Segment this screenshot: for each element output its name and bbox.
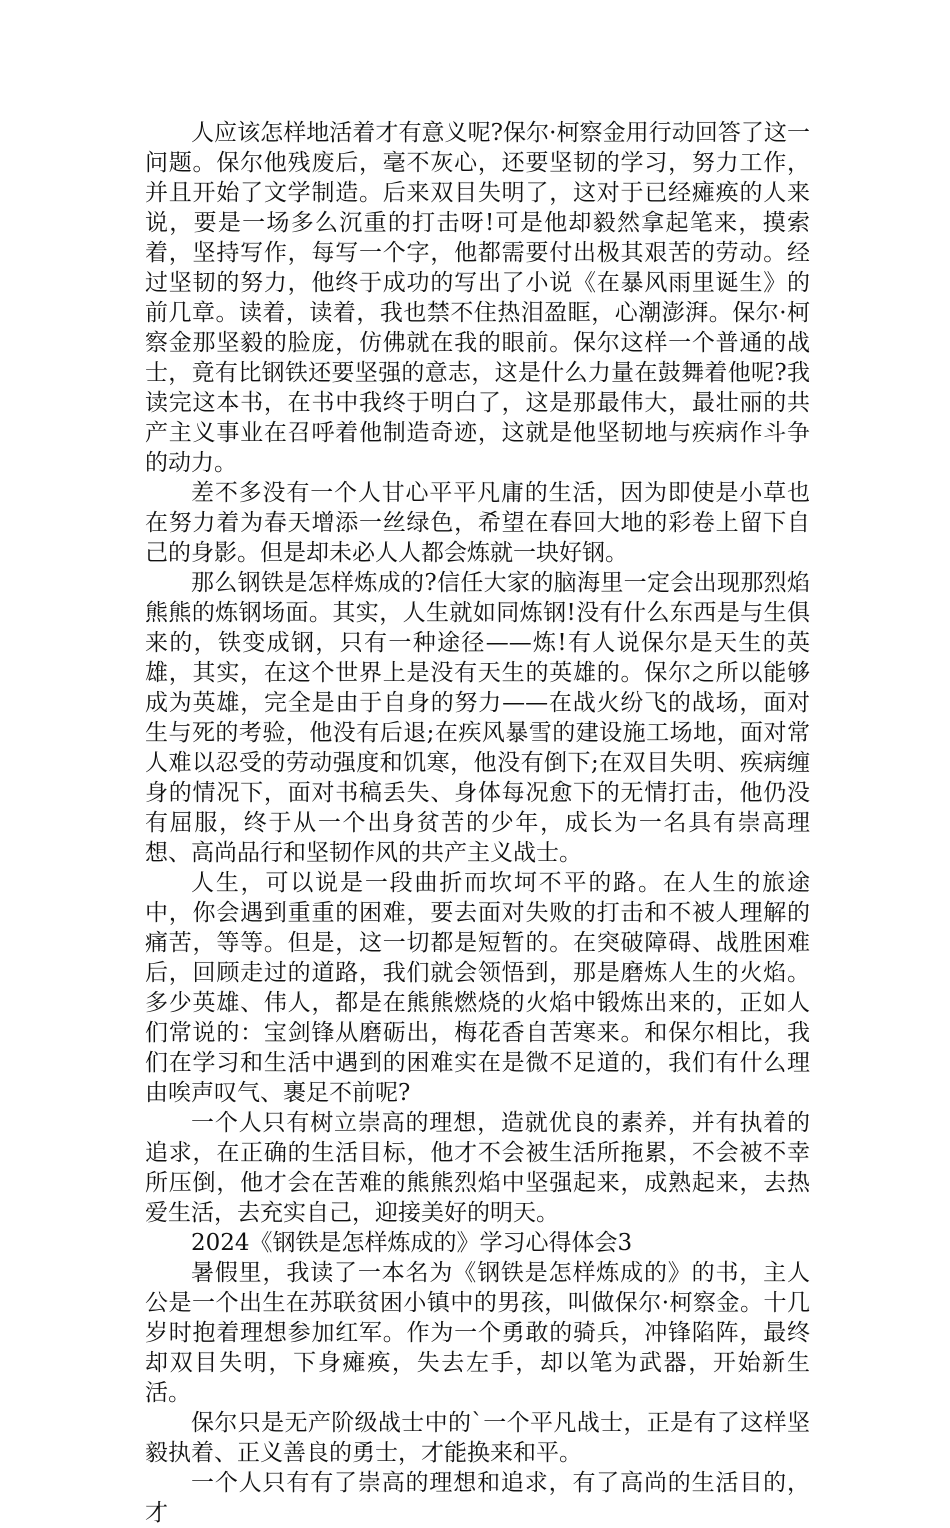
- body-paragraph: 人应该怎样地活着才有意义呢?保尔·柯察金用行动回答了这一问题。保尔他残废后，毫不灰心，还要坚韧的学习，努力工作，并且开始了文学制造。后来双目失明了，这对于已经瘫痪的人来说，要是一场多么沉重的打击呀!可是他却毅然拿起笔来，摸索着，坚持写作，每写一个字，他都需要付出极其艰苦的劳动。经过坚韧的努力，他终于成功的写出了小说《在暴风雨里诞生》的前几章。读着，读着，我也禁不住热泪盈眶，心潮澎湃。保尔·柯察金那坚毅的脸庞，仿佛就在我的眼前。保尔这样一个普通的战士，竟有比钢铁还要坚强的意志，这是什么力量在鼓舞着他呢?我读完这本书，在书中我终于明白了，这是那最伟大，最壮丽的共产主义事业在召呼着他制造奇迹，这就是他坚韧地与疾病作斗争的动力。: [145, 120, 810, 476]
- body-paragraph: 人生，可以说是一段曲折而坎坷不平的路。在人生的旅途中，你会遇到重重的困难，要去面对失败的打击和不被人理解的痛苦，等等。但是，这一切都是短暂的。在突破障碍、战胜困难后，回顾走过的道路，我们就会领悟到，那是磨炼人生的火焰。多少英雄、伟人，都是在熊熊燃烧的火焰中锻炼出来的，正如人们常说的：宝剑锋从磨砺出，梅花香自苦寒来。和保尔相比，我们在学习和生活中遇到的困难实在是微不足道的，我们有什么理由唉声叹气、裹足不前呢?: [145, 870, 810, 1106]
- body-paragraph: 暑假里，我读了一本名为《钢铁是怎样炼成的》的书，主人公是一个出生在苏联贫困小镇中的男孩，叫做保尔·柯察金。十几岁时抱着理想参加红军。作为一个勇敢的骑兵，冲锋陷阵，最终却双目失明，下身瘫痪，失去左手，却以笔为武器，开始新生活。: [145, 1260, 810, 1406]
- body-paragraph: 一个人只有树立崇高的理想，造就优良的素养，并有执着的追求，在正确的生活目标，他才不会被生活所拖累，不会被不幸所压倒，他才会在苦难的熊熊烈焰中坚强起来，成熟起来，去热爱生活，去充实自己，迎接美好的明天。: [145, 1110, 810, 1226]
- document-page: [145, 118, 810, 1528]
- body-paragraph: 差不多没有一个人甘心平平凡庸的生活，因为即使是小草也在努力着为春天增添一丝绿色，希望在春回大地的彩卷上留下自己的身影。但是却未必人人都会炼就一块好钢。: [145, 480, 810, 566]
- body-paragraph: 保尔只是无产阶级战士中的`一个平凡战士，正是有了这样坚毅执着、正义善良的勇士，才能换来和平。: [145, 1410, 810, 1466]
- body-paragraph: 一个人只有有了崇高的理想和追求，有了高尚的生活目的，才: [145, 1470, 810, 1526]
- body-paragraph: 那么钢铁是怎样炼成的?信任大家的脑海里一定会出现那烈焰熊熊的炼钢场面。其实，人生就如同炼钢!没有什么东西是与生俱来的，铁变成钢，只有一种途径——炼!有人说保尔是天生的英雄，其实，在这个世界上是没有天生的英雄的。保尔之所以能够成为英雄，完全是由于自身的努力——在战火纷飞的战场，面对生与死的考验，他没有后退;在疾风暴雪的建设施工场地，面对常人难以忍受的劳动强度和饥寒，他没有倒下;在双目失明、疾病缠身的情况下，面对书稿丢失、身体每况愈下的无情打击，他仍没有屈服，终于从一个出身贫苦的少年，成长为一名具有崇高理想、高尚品行和坚韧作风的共产主义战士。: [145, 570, 810, 866]
- section-heading: 2024《钢铁是怎样炼成的》学习心得体会3: [191, 1230, 633, 1256]
